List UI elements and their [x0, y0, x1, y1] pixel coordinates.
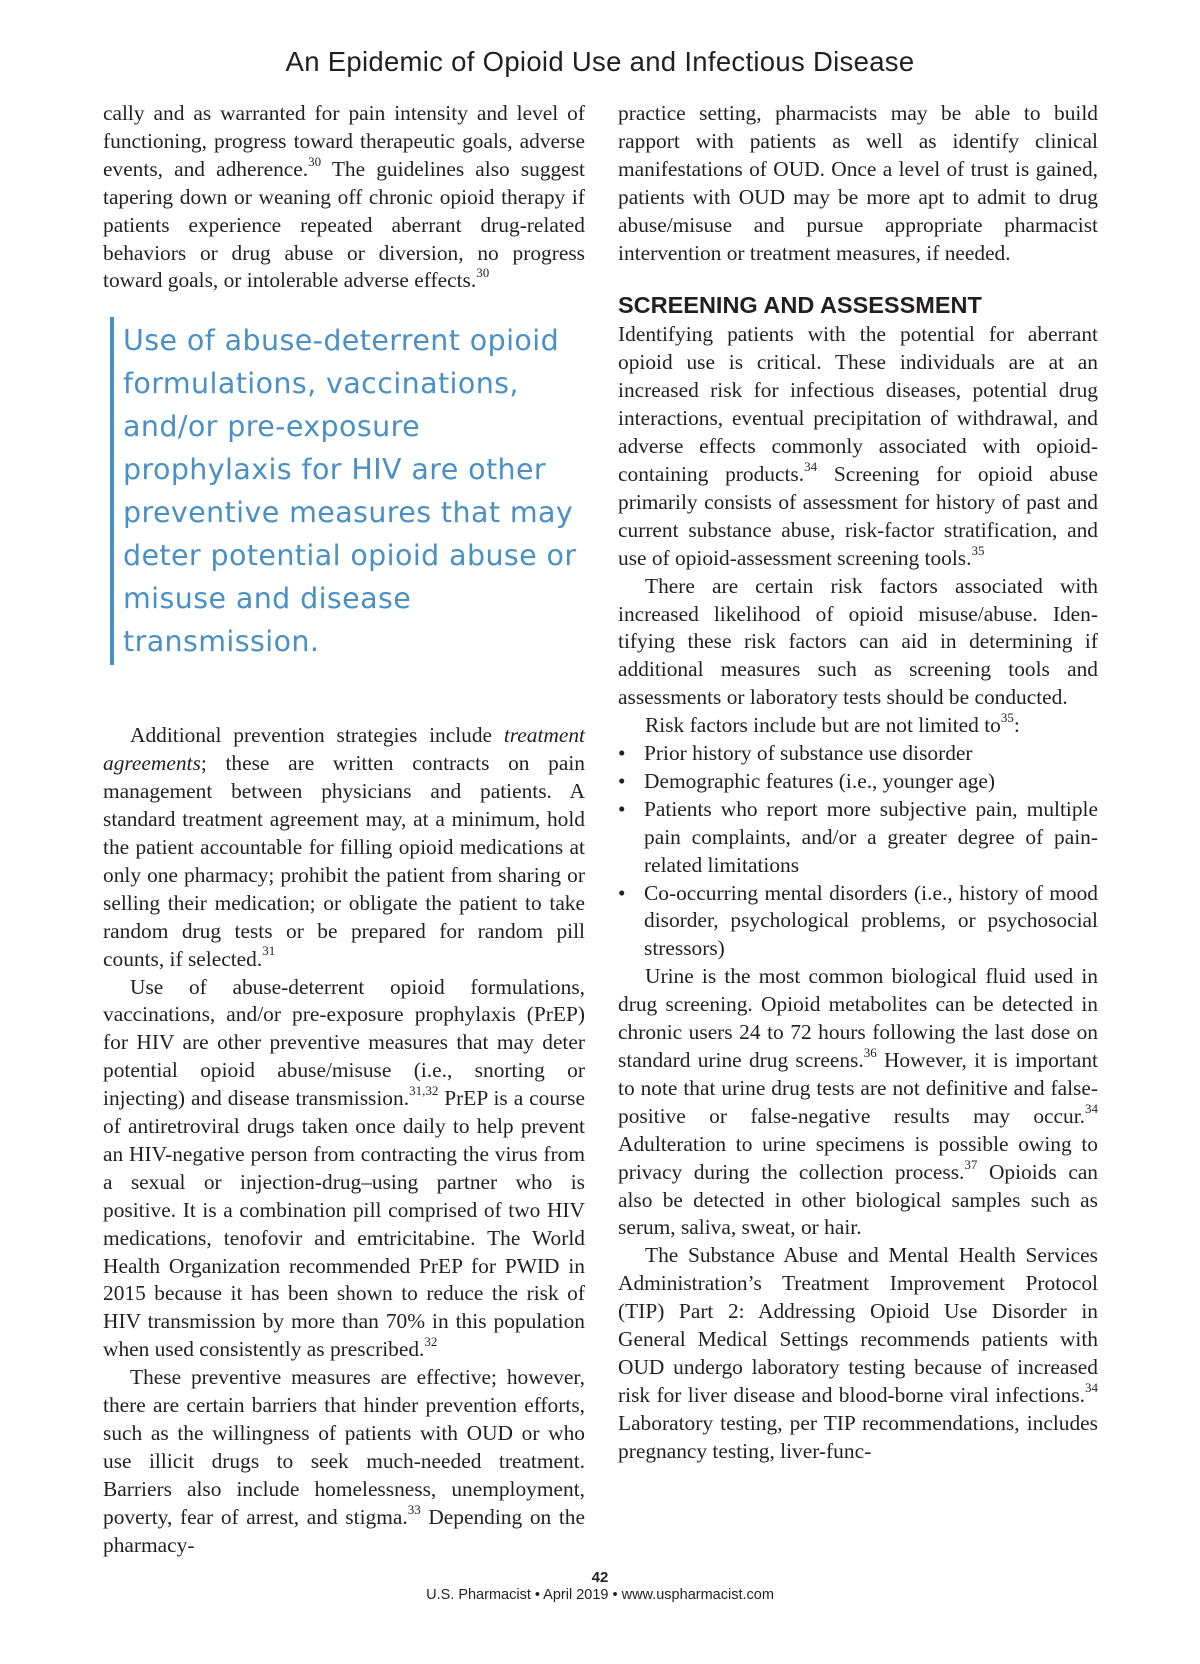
bullet-icon: •	[618, 796, 626, 821]
bullet-icon: •	[618, 768, 626, 793]
paragraph: practice setting, pharmacists may be able to build rapport with patients as well as identify clinical manifestations of OUD. Once a level of trust is gained, patients with OUD may be more apt to admit to drug abuse/misuse and pursue appropriate pharmacist intervention or treatment measures, if needed.	[618, 101, 1098, 265]
list-item: • Co-occurring mental disorders (i.e., history of mood disorder, psychological problems, or psychosocial stressors)	[618, 880, 1098, 961]
paragraph: There are certain risk factors associated with increased likelihood of opioid misuse/abuse. Identifying these risk factors can aid in determining if additional measures such as screening tools and assessments or laboratory tests should be conducted.	[618, 573, 1098, 710]
citation-ref: 30	[308, 153, 322, 169]
paragraph: Identifying patients with the potential for aberrant opioid use is critical. These individuals are at an increased risk for infectious diseases, potential drug interactions, eventual precipitation of withdrawal, and adverse effects commonly associated with opioid-containing products.$^{34}$ Screening for opioid abuse primarily consists of assessment for history of past and current substance abuse, risk-factor stratification, and use of opioid-assessment screening tools.$^{35}$	[618, 322, 1098, 570]
list-item: • Demographic features (i.e., younger age)	[618, 768, 1098, 796]
paragraph: The Substance Abuse and Mental Health Services Administration’s Treatment Improvement Protocol (TIP) Part 2: Addressing Opioid Use Disorder in General Medical Settings recommends patients with OUD undergo laboratory testing because of increased risk for liver disease and blood-borne viral infections.$^{34}$ Laboratory testing, per TIP recommendations, includes pregnancy testing, liver-func-	[618, 1243, 1098, 1463]
paragraph: These preventive measures are effective; however, there are certain barriers that hinder prevention efforts, such as the willingness of patients with OUD or who use illicit drugs to seek much-needed treatment. Barriers also include homelessness, unemployment, poverty, fear of arrest, and stigma.$^{33}$ Depending on the pharmacy-	[103, 1365, 585, 1557]
right-column	[618, 100, 1098, 1466]
citation-ref: 35	[1000, 710, 1014, 725]
citation-ref: 31	[262, 943, 276, 959]
pull-quote: Use of abuse-deterrent opioid formulations, vaccinations, and/or pre-exposure prophylaxis for HIV are other preventive measures that may deter potential opioid abuse or misuse and disease transmission.	[110, 317, 585, 665]
left-column	[103, 100, 585, 1560]
bullet-icon: •	[618, 880, 626, 905]
running-head: An Epidemic of Opioid Use and Infectious Disease	[285, 46, 915, 77]
italic-term: treatment agreements	[103, 723, 585, 776]
list-item: • Patients who report more subjective pain, multiple pain complaints, and/or a greater degree of pain-related limitations	[618, 796, 1098, 877]
paragraph: Additional prevention strategies include treatment agreements; these are written contracts on pain management between physicians and patients. A standard treatment agreement may, at a minimum, hold the patient accountable for filling opioid medications at only one pharmacy; prohibit the patient from sharing or selling their medication; or obligate the patient to take random drug tests or be prepared for random pill counts, if selected.$^{31}$	[103, 723, 585, 971]
paragraph: Risk factors include but are not limited $to^{35}$:	[645, 710, 1020, 738]
citation-ref: 31,32	[409, 1083, 439, 1098]
citation-ref: 33	[407, 1501, 421, 1517]
list-item: • Prior history of substance use disorder	[618, 740, 1098, 768]
citation-ref: 37	[964, 1156, 978, 1172]
page-number: 42	[591, 1569, 609, 1586]
citation-ref: 35	[971, 542, 985, 558]
paragraph: Urine is the most common biological fluid used in drug screening. Opioid metabolites can be detected in chronic users 24 to 72 hours following the last dose on standard urine drug screens.$^{36}$ However, it is important to note that urine drug tests are not definitive and false-positive or false-negative results may occur.$^{34}$ Adulteration to urine specimens is possible owing to privacy during the collection process.$^{37}$ Opioids can also be detected in other biological samples such as serum, saliva, sweat, or hair.	[618, 964, 1099, 1240]
citation-ref: 32	[424, 1334, 438, 1350]
paragraph: Use of abuse-deterrent opioid formulations, vaccinations, and/or pre-exposure prophylaxis (PrEP) for HIV are other preventive measures that may deter potential opioid abuse/misuse (i.e., snorting or injecting) and disease transmission.$^{31,32}$ PrEP is a course of antiretroviral drugs taken once daily to help prevent an HIV-negative person from contracting the virus from a sexual or injection-drug–using partner who is positive. It is a combination pill comprised of two HIV medications, tenofovir and emtricitabine. The World Health Organization recommended PrEP for PWID in 2015 because it has been shown to reduce the risk of HIV transmission by more than 70% in this population when used consistently as prescribed.$^{32}$	[103, 974, 585, 1362]
publication-footer: U.S. Pharmacist • April 2019 • www.uspharmacist.com	[426, 1587, 774, 1603]
bullet-icon: •	[618, 741, 626, 766]
section-heading: SCREENING AND ASSESSMENT	[618, 292, 982, 319]
citation-ref: 36	[863, 1044, 877, 1060]
paragraph: cally and as warranted for pain intensity and level of functioning, progress toward therapeutic goals, adverse events, and adherence.$^{30}$ The guidelines also suggest tapering down or weaning off chronic opioid therapy if patients experience repeated aberrant drug-related behaviors or drug abuse or diversion, no progress toward goals, or intolerable adverse effects.$^{30}$	[103, 101, 586, 293]
citation-ref: 34	[804, 458, 818, 474]
citation-ref: 34	[1085, 1100, 1098, 1116]
risk-factor-list	[618, 740, 1098, 963]
citation-ref: 34	[1085, 1379, 1098, 1395]
citation-ref: 30	[476, 265, 490, 281]
